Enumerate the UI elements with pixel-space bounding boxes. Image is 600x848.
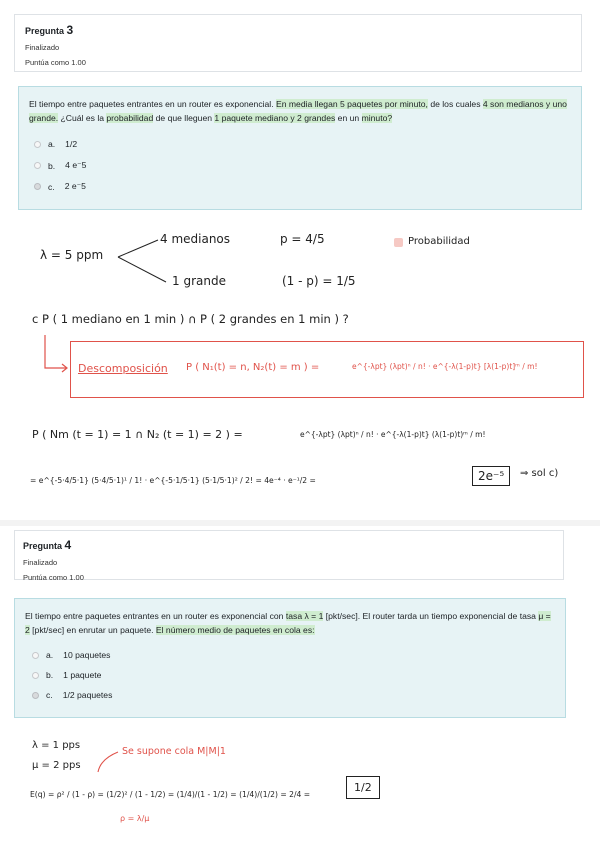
solution-label: ⇒ sol c) [520, 468, 559, 479]
option-letter: a. [46, 650, 54, 660]
option-letter: b. [46, 670, 54, 680]
substitution-line: = e^{-5·4/5·1} (5·4/5·1)¹ / 1! · e^{-5·1/5·1} (5·1/5·1)² / 2! = 4e⁻⁴ · e⁻¹/2 = [30, 476, 316, 485]
mu-label: μ = 2 pps [32, 760, 81, 771]
question-4-state: Finalizado [23, 558, 58, 567]
highlighted-text: probabilidad [106, 113, 154, 123]
radio-button[interactable] [32, 672, 39, 679]
option-text: 4 e⁻5 [65, 160, 87, 170]
text-segment: en un [335, 113, 362, 123]
highlighted-text: El número medio de paquetes en cola es: [155, 625, 315, 635]
question-notes: c P ( 1 mediano en 1 min ) ∩ P ( 2 grandes en 1 min ) ? [32, 312, 349, 326]
q-equation: (1 - p) = 1/5 [282, 274, 356, 288]
section-divider [0, 520, 600, 526]
radio-button[interactable] [32, 692, 39, 699]
descomposicion-formula-rhs: e^{-λpt} (λpt)ⁿ / n! · e^{-λ(1-p)t} [λ(1-p)t]ᵐ / m! [352, 362, 538, 371]
question-4-info [14, 530, 564, 580]
question-4-title: Pregunta 4 [23, 538, 72, 552]
rho-definition: ρ = λ/μ [120, 814, 150, 823]
probability-line: P ( Nm (t = 1) = 1 ∩ N₂ (t = 1) = 2 ) = [32, 428, 243, 441]
text-segment: [pkt/sec]. El router tarda un tiempo exponencial de tasa [323, 611, 539, 621]
red-arrow-stroke [45, 335, 66, 368]
highlighted-text: μ = 2 [25, 611, 551, 635]
highlighted-text: 1 paquete mediano y 2 grandes [214, 113, 336, 123]
assumption-label: Se supone cola M|M|1 [122, 746, 226, 757]
answer-option[interactable] [32, 670, 101, 680]
radio-button[interactable] [32, 652, 39, 659]
question-4-grade: Puntúa como 1.00 [23, 573, 84, 582]
p-equation: p = 4/5 [280, 232, 325, 246]
option-letter: b. [48, 160, 56, 171]
text-segment: [pkt/sec] en enrutar un paquete. [29, 625, 156, 635]
answer-option[interactable] [32, 690, 112, 700]
descomposicion-label: Descomposición [78, 362, 168, 375]
highlighted-text: En media llegan 5 paquetes por minuto, [276, 99, 428, 109]
text-segment: ¿Cuál es la [58, 113, 107, 123]
option-letter: c. [48, 181, 55, 192]
text-segment: El tiempo entre paquetes entrantes en un router es exponencial con [25, 611, 286, 621]
highlighted-text: tasa λ = 1 [285, 611, 324, 621]
option-letter: c. [46, 690, 53, 700]
question-3-title: Pregunta 3 [25, 23, 74, 37]
answer-option[interactable] [32, 650, 110, 660]
option-text: 10 paquetes [63, 650, 111, 660]
question-3-state: Finalizado [25, 43, 60, 52]
question-3-grade: Puntúa como 1.00 [25, 58, 86, 67]
highlighted-text: 4 son medianos y uno grande. [29, 99, 567, 123]
option-text: 1/2 paquetes [62, 690, 113, 700]
legend-label: Probabilidad [408, 236, 470, 247]
option-text: 1 paquete [63, 670, 102, 680]
branch-stroke-down [118, 257, 166, 282]
question-4-text [25, 609, 555, 637]
lambda-label: λ = 5 ppm [40, 248, 104, 262]
red-assume-arrow [98, 752, 118, 772]
descomposicion-formula: P ( N₁(t) = n, N₂(t) = m ) = [186, 362, 320, 373]
probability-line-rhs: e^{-λpt} (λpt)ⁿ / n! · e^{-λ(1-p)t} (λ(1-p)t)ᵐ / m! [300, 430, 486, 439]
answer-box-3: 2e⁻⁵ [472, 466, 510, 486]
medianos-label: 4 medianos [160, 232, 231, 246]
option-text: 1/2 [65, 139, 78, 149]
lambda-4-label: λ = 1 pps [32, 740, 81, 751]
branch-stroke-up [118, 240, 158, 257]
answer-box-4: 1/2 [346, 776, 380, 799]
option-text: 2 e⁻5 [64, 181, 86, 191]
expected-queue-equation: E(q) = ρ² / (1 - ρ) = (1/2)² / (1 - 1/2) = (1/4)/(1 - 1/2) = (1/4)/(1/2) = 2/4 = [30, 790, 311, 799]
option-letter: a. [48, 139, 56, 149]
highlighted-text: minuto? [361, 113, 393, 123]
grande-label: 1 grande [172, 274, 226, 288]
text-segment: de los cuales [427, 99, 483, 109]
text-segment: El tiempo entre paquetes entrantes en un router es exponencial. [29, 99, 276, 109]
text-segment: de que lleguen [153, 113, 215, 123]
